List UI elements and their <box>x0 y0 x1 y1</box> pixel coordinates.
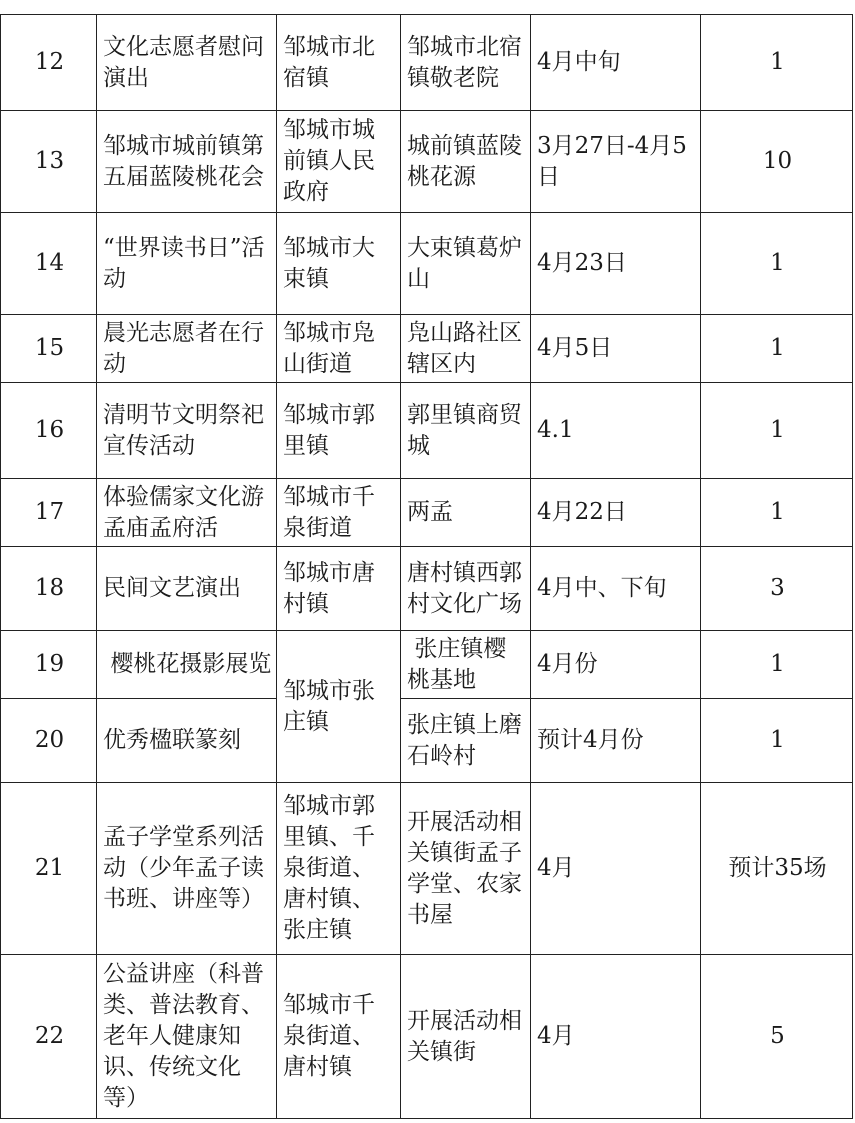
table-row <box>1 315 853 383</box>
table-row <box>1 699 853 783</box>
activity-name: 文化志愿者慰问演出 <box>97 15 277 111</box>
organizer: 邹城市北宿镇 <box>277 15 401 111</box>
location: 邹城市北宿镇敬老院 <box>401 15 531 111</box>
row-number: 16 <box>1 383 97 479</box>
row-number: 14 <box>1 213 97 315</box>
date: 4月23日 <box>531 213 701 315</box>
location: 张庄镇樱桃基地 <box>401 631 531 699</box>
activity-name: 公益讲座（科普类、普法教育、老年人健康知识、传统文化等） <box>97 955 277 1119</box>
date: 4月中旬 <box>531 15 701 111</box>
organizer: 邹城市郭里镇、千泉街道、唐村镇、张庄镇 <box>277 783 401 955</box>
location: 开展活动相关镇街孟子学堂、农家书屋 <box>401 783 531 955</box>
date: 4月5日 <box>531 315 701 383</box>
table-row <box>1 955 853 1119</box>
activity-name: “世界读书日”活动 <box>97 213 277 315</box>
count: 1 <box>701 479 853 547</box>
activity-name: 晨光志愿者在行动 <box>97 315 277 383</box>
count: 1 <box>701 383 853 479</box>
row-number: 21 <box>1 783 97 955</box>
activity-name: 樱桃花摄影展览 <box>97 631 277 699</box>
date: 预计4月份 <box>531 699 701 783</box>
table-row <box>1 383 853 479</box>
organizer: 邹城市郭里镇 <box>277 383 401 479</box>
date: 4.1 <box>531 383 701 479</box>
location-text: 唐村镇西郭村文化广场 <box>407 559 522 617</box>
count: 预计35场 <box>701 783 853 955</box>
table-row <box>1 479 853 547</box>
table-row <box>1 547 853 631</box>
activity-name: 清明节文明祭祀宣传活动 <box>97 383 277 479</box>
location: 郭里镇商贸城 <box>401 383 531 479</box>
table-row <box>1 15 853 111</box>
organizer: 邹城市千泉街道 <box>277 479 401 547</box>
date: 3月27日-4月5日 <box>531 111 701 213</box>
date: 4月 <box>531 955 701 1119</box>
count: 1 <box>701 213 853 315</box>
events-table <box>0 14 853 1119</box>
activity-name: 民间文艺演出 <box>97 547 277 631</box>
row-number: 15 <box>1 315 97 383</box>
row-number: 12 <box>1 15 97 111</box>
date: 4月 <box>531 783 701 955</box>
date: 4月份 <box>531 631 701 699</box>
location: 城前镇蓝陵桃花源 <box>401 111 531 213</box>
row-number: 18 <box>1 547 97 631</box>
location <box>401 547 531 631</box>
table-row <box>1 213 853 315</box>
location: 开展活动相关镇街 <box>401 955 531 1119</box>
activity-name: 邹城市城前镇第五届蓝陵桃花会 <box>97 111 277 213</box>
location: 两孟 <box>401 479 531 547</box>
count: 1 <box>701 15 853 111</box>
row-number: 17 <box>1 479 97 547</box>
count: 1 <box>701 315 853 383</box>
organizer: 邹城市凫山街道 <box>277 315 401 383</box>
count: 3 <box>701 547 853 631</box>
date: 4月22日 <box>531 479 701 547</box>
location: 大束镇葛炉山 <box>401 213 531 315</box>
organizer: 邹城市唐村镇 <box>277 547 401 631</box>
row-number: 13 <box>1 111 97 213</box>
location: 张庄镇上磨石岭村 <box>401 699 531 783</box>
count: 1 <box>701 631 853 699</box>
organizer: 邹城市千泉街道、唐村镇 <box>277 955 401 1119</box>
row-number: 22 <box>1 955 97 1119</box>
organizer: 邹城市大束镇 <box>277 213 401 315</box>
count: 10 <box>701 111 853 213</box>
organizer: 邹城市张庄镇 <box>277 631 401 783</box>
table-row <box>1 631 853 699</box>
location: 凫山路社区辖区内 <box>401 315 531 383</box>
activity-name: 孟子学堂系列活动（少年孟子读书班、讲座等） <box>97 783 277 955</box>
activity-name: 体验儒家文化游孟庙孟府活 <box>97 479 277 547</box>
row-number: 20 <box>1 699 97 783</box>
count: 1 <box>701 699 853 783</box>
row-number: 19 <box>1 631 97 699</box>
table-row <box>1 783 853 955</box>
organizer: 邹城市城前镇人民政府 <box>277 111 401 213</box>
date: 4月中、下旬 <box>531 547 701 631</box>
activity-name: 优秀楹联篆刻 <box>97 699 277 783</box>
table-row <box>1 111 853 213</box>
count: 5 <box>701 955 853 1119</box>
